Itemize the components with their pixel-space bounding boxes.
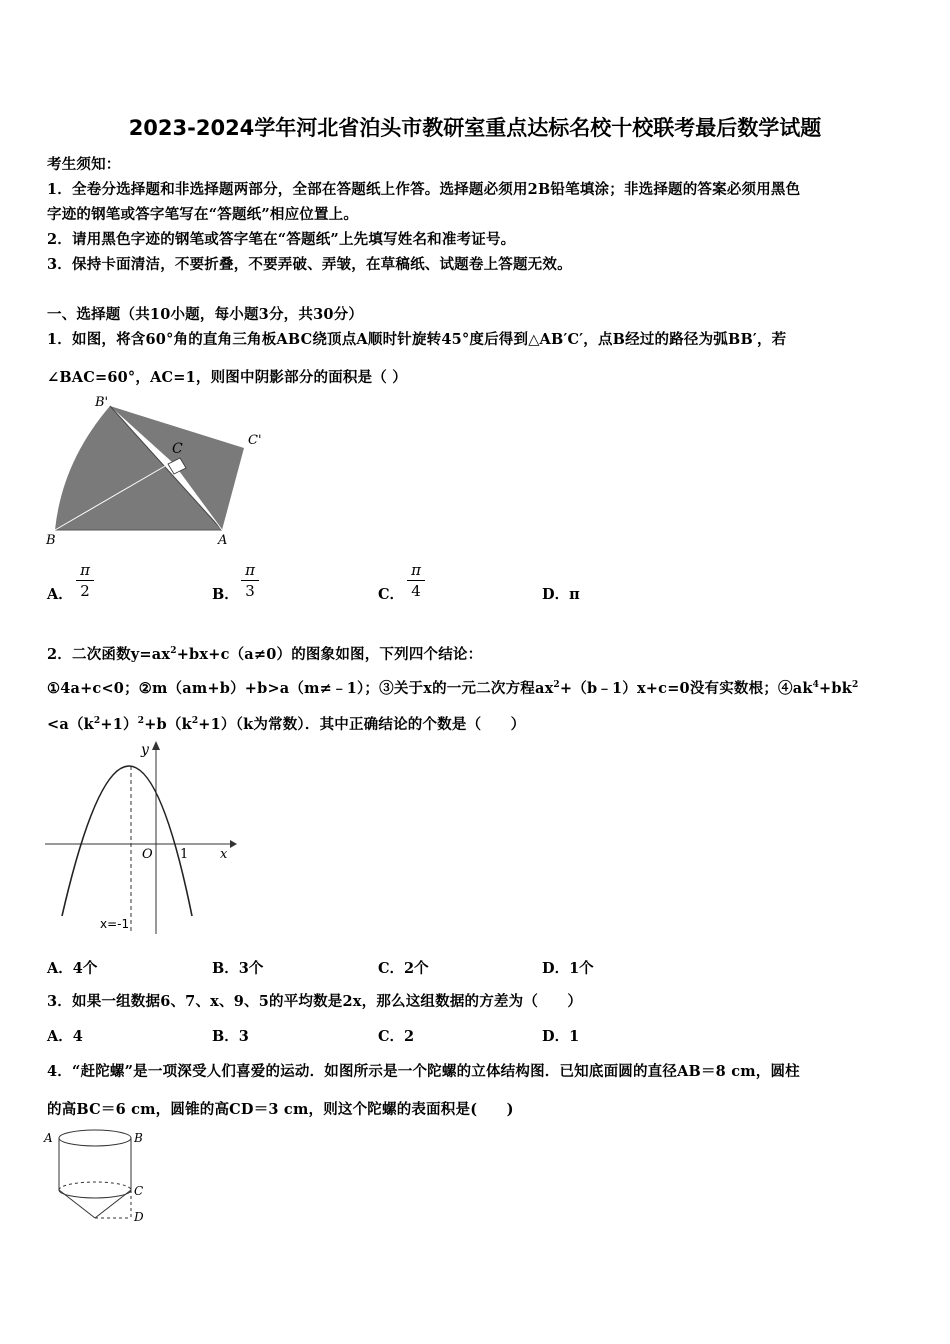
q1-line-1: 1．如图，将含60°角的直角三角板ABC绕顶点A顺时针旋转45°度后得到△AB′C′，点B经过的路径为弧BB′，若 (47, 331, 787, 348)
q2-option-b[interactable]: B．3个 (212, 960, 264, 977)
q3-option-c[interactable]: C．2 (378, 1028, 415, 1045)
q1-label-b: B (46, 533, 56, 548)
q2-option-c[interactable]: C．2个 (378, 960, 429, 977)
q2-label-axis: x=-1 (100, 917, 130, 931)
q4-spinning-top-figure (40, 1124, 170, 1230)
q4-line-1: 4．“赶陀螺”是一项深受人们喜爱的运动．如图所示是一个陀螺的立体结构图．已知底面圆的直径AB＝8 cm，圆柱 (47, 1063, 800, 1080)
q4-label-c: C (134, 1184, 144, 1198)
q2-label-1: 1 (180, 847, 189, 862)
notice-line-2: 2．请用黑色字迹的钢笔或答字笔在“答题纸”上先填写姓名和准考证号。 (47, 231, 516, 248)
notice-line-1b: 字迹的钢笔或答字笔写在“答题纸”相应位置上。 (47, 206, 359, 223)
q2-label-x: x (220, 847, 228, 862)
q3-option-b[interactable]: B．3 (212, 1028, 249, 1045)
q3-option-a[interactable]: A．4 (47, 1028, 83, 1045)
q4-line-2: 的高BC＝6 cm，圆锥的高CD＝3 cm，则这个陀螺的表面积是( ) (47, 1101, 514, 1118)
q2-label-o: O (142, 847, 153, 862)
q1-option-a-fraction: $\frac{\pi}{2}$ (76, 561, 94, 601)
q2-parabola-figure (40, 736, 240, 941)
q1-option-c-label[interactable]: C． (378, 586, 405, 603)
q2-line-1: 2．二次函数$y=ax^2+bx+c(a\ne 0)$的图象如图，下列四个结论： (47, 646, 483, 663)
q2-parabola-curve (62, 766, 192, 916)
q2-option-a[interactable]: A．4个 (47, 960, 98, 977)
q4-label-b: B (134, 1131, 143, 1145)
q2-label-y: y (141, 742, 149, 758)
q4-label-d: D (134, 1210, 144, 1224)
q1-label-c: C (172, 441, 183, 457)
q1-figure (40, 392, 280, 552)
section-heading: 一、选择题（共10小题，每小题3分，共30分） (47, 306, 364, 323)
notice-line-3: 3．保持卡面清洁，不要折叠，不要弄破、弄皱，在草稿纸、试题卷上答题无效。 (47, 256, 572, 273)
q2-line-2: ①4a+c<0；②m（am+b）+b>a（m≠﹣1）；③关于x的一元二次方程$ax^2+(b﹣1)x+c=0$没有实数根；$④ak^4+bk^2$ (47, 680, 859, 697)
notice-heading: 考生须知： (47, 156, 121, 173)
q1-option-b-label[interactable]: B． (212, 586, 239, 603)
q1-label-a: A (218, 533, 228, 548)
q4-label-a: A (44, 1131, 53, 1145)
q3-text: 3．如果一组数据6、7、x、9、5的平均数是2x，那么这组数据的方差为（ ） (47, 993, 583, 1010)
q1-option-a-label[interactable]: A． (47, 586, 73, 603)
q2-option-d[interactable]: D．1个 (542, 960, 594, 977)
page-title: 2023-2024学年河北省泊头市教研室重点达标名校十校联考最后数学试题 (128, 116, 822, 140)
q1-option-c-fraction: $\frac{\pi}{4}$ (407, 561, 425, 601)
q1-line-2: ∠BAC=60°，AC=1，则图中阴影部分的面积是（ ） (47, 369, 407, 386)
q3-option-d[interactable]: D．1 (542, 1028, 580, 1045)
notice-line-1a: 1．全卷分选择题和非选择题两部分，全部在答题纸上作答。选择题必须用2B铅笔填涂；非选择题的答案必须用黑色 (47, 181, 801, 198)
q1-label-b1: B' (95, 395, 109, 410)
q2-line-3: $<a(k^2+1)^2+b(k^2+1)(k$为常数）．其中正确结论的个数是（ ） (47, 716, 526, 733)
q1-label-c1: C' (248, 433, 262, 448)
q1-option-d[interactable]: D．π (542, 586, 580, 603)
q1-option-b-fraction: $\frac{\pi}{3}$ (241, 561, 259, 601)
